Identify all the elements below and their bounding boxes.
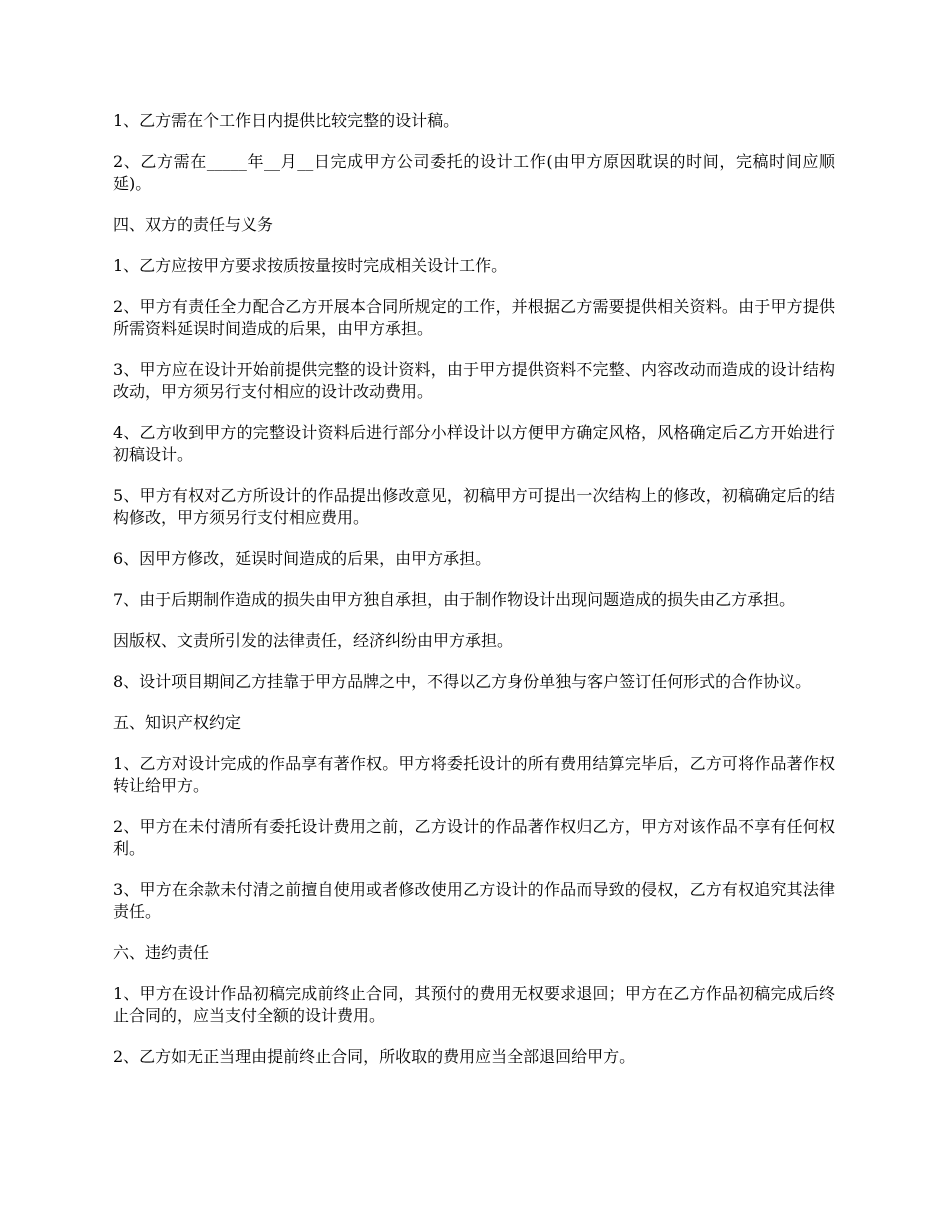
paragraph-ip-1: 1、乙方对设计完成的作品享有著作权。甲方将委托设计的所有费用结算完毕后，乙方可将作品著作权转让给甲方。 — [113, 754, 835, 795]
document-body — [113, 110, 835, 1087]
paragraph-ip-3: 3、甲方在余款未付清之前擅自使用或者修改使用乙方设计的作品而导致的侵权，乙方有权追究其法律责任。 — [113, 880, 835, 921]
section-heading-breach: 六、违约责任 — [113, 943, 210, 962]
paragraph-responsibility-7: 7、由于后期制作造成的损失由甲方独自承担，由于制作物设计出现问题造成的损失由乙方承担。 — [113, 590, 796, 609]
paragraph-delivery-1: 1、乙方需在个工作日内提供比较完整的设计稿。 — [113, 111, 460, 130]
paragraph-responsibility-8: 8、设计项目期间乙方挂靠于甲方品牌之中，不得以乙方身份单独与客户签订任何形式的合作协议。 — [113, 672, 812, 691]
paragraph-responsibility-2: 2、甲方有责任全力配合乙方开展本合同所规定的工作，并根据乙方需要提供相关资料。由于甲方提供所需资料延误时间造成的后果，由甲方承担。 — [113, 297, 835, 338]
section-heading-responsibilities: 四、双方的责任与义务 — [113, 215, 274, 234]
paragraph-copyright-liability: 因版权、文责所引发的法律责任，经济纠纷由甲方承担。 — [113, 631, 514, 650]
paragraph-responsibility-5: 5、甲方有权对乙方所设计的作品提出修改意见，初稿甲方可提出一次结构上的修改，初稿确定后的结构修改，甲方须另行支付相应费用。 — [113, 486, 835, 527]
paragraph-breach-1: 1、甲方在设计作品初稿完成前终止合同，其预付的费用无权要求退回；甲方在乙方作品初稿完成后终止合同的，应当支付全额的设计费用。 — [113, 984, 835, 1025]
paragraph-breach-2: 2、乙方如无正当理由提前终止合同，所收取的费用应当全部退回给甲方。 — [113, 1047, 636, 1066]
paragraph-responsibility-1: 1、乙方应按甲方要求按质按量按时完成相关设计工作。 — [113, 256, 508, 275]
paragraph-responsibility-6: 6、因甲方修改，延误时间造成的后果，由甲方承担。 — [113, 549, 492, 568]
section-heading-ip: 五、知识产权约定 — [113, 713, 242, 732]
paragraph-ip-2: 2、甲方在未付清所有委托设计费用之前，乙方设计的作品著作权归乙方，甲方对该作品不享有任何权利。 — [113, 817, 835, 858]
paragraph-delivery-2: 2、乙方需在_____年__月__日完成甲方公司委托的设计工作(由甲方原因耽误的时间，完稿时间应顺延)。 — [113, 152, 835, 193]
paragraph-responsibility-4: 4、乙方收到甲方的完整设计资料后进行部分小样设计以方便甲方确定风格，风格确定后乙方开始进行初稿设计。 — [113, 423, 835, 464]
paragraph-responsibility-3: 3、甲方应在设计开始前提供完整的设计资料，由于甲方提供资料不完整、内容改动而造成的设计结构改动，甲方须另行支付相应的设计改动费用。 — [113, 360, 835, 401]
